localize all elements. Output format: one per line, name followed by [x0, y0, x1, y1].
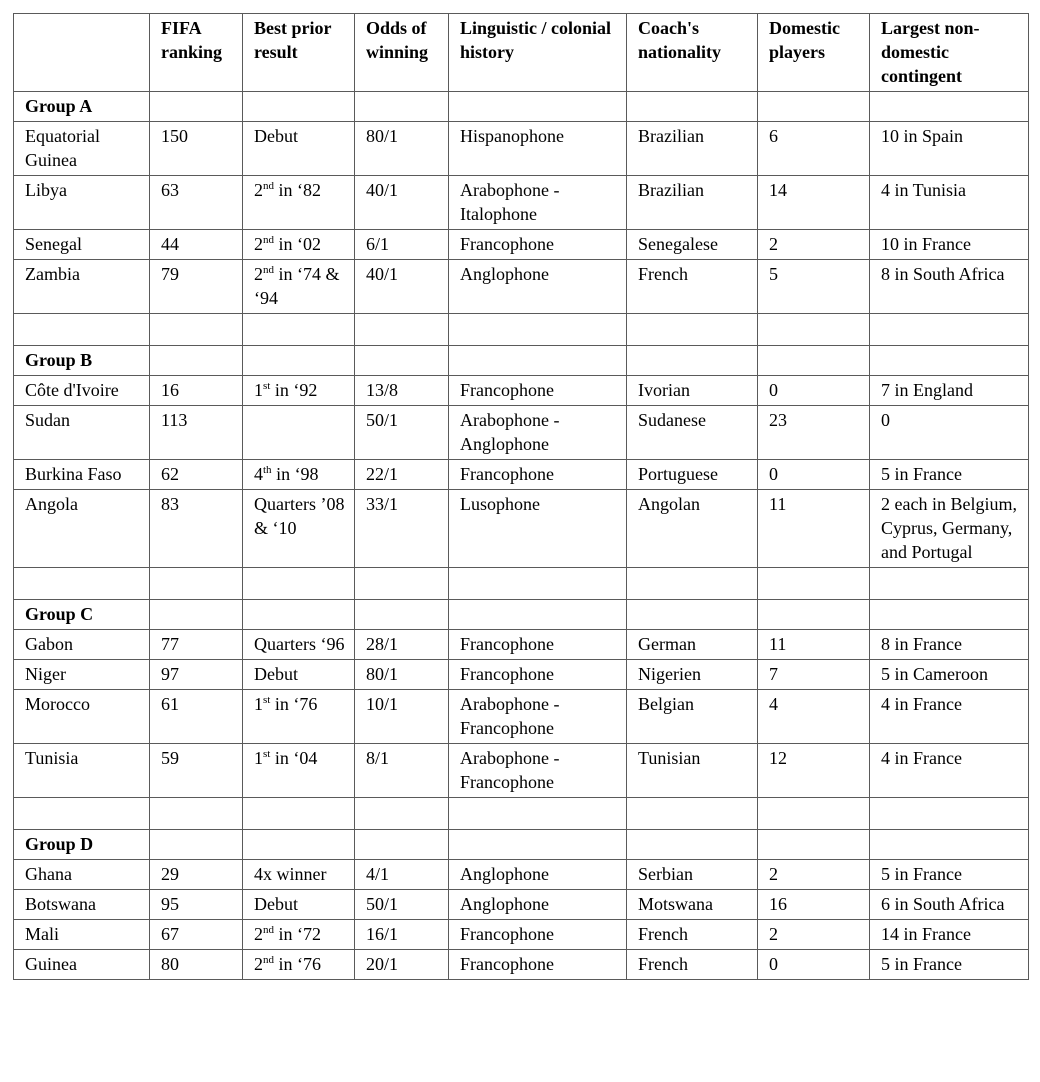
empty-cell — [150, 830, 243, 860]
domestic-players-cell: 11 — [758, 490, 870, 568]
best-prior-result-cell — [243, 860, 355, 890]
largest-contingent-cell: 10 in Spain — [870, 122, 1029, 176]
odds-cell: 10/1 — [355, 690, 449, 744]
empty-cell — [758, 600, 870, 630]
team-row — [14, 460, 1029, 490]
team-cell: Ghana — [14, 860, 150, 890]
spacer-row — [14, 798, 1029, 830]
team-row — [14, 744, 1029, 798]
odds-cell: 40/1 — [355, 260, 449, 314]
coach-nationality-cell: Tunisian — [627, 744, 758, 798]
coach-nationality-cell: Senegalese — [627, 230, 758, 260]
domestic-players-cell: 5 — [758, 260, 870, 314]
fifa-ranking-cell: 83 — [150, 490, 243, 568]
domestic-players-cell: 16 — [758, 890, 870, 920]
domestic-players-cell: 14 — [758, 176, 870, 230]
empty-cell — [627, 798, 758, 830]
best-prior-result-cell — [243, 460, 355, 490]
odds-cell: 33/1 — [355, 490, 449, 568]
best-prior-result-cell — [243, 260, 355, 314]
ordinal-suffix: nd — [263, 180, 274, 192]
empty-cell — [449, 798, 627, 830]
odds-cell: 13/8 — [355, 376, 449, 406]
empty-cell — [14, 798, 150, 830]
fifa-ranking-cell: 62 — [150, 460, 243, 490]
spacer-row — [14, 314, 1029, 346]
empty-cell — [355, 798, 449, 830]
empty-cell — [355, 314, 449, 346]
coach-nationality-cell: Belgian — [627, 690, 758, 744]
fifa-ranking-cell: 79 — [150, 260, 243, 314]
largest-contingent-cell: 0 — [870, 406, 1029, 460]
coach-nationality-header: Coach's nationality — [627, 14, 758, 92]
result-year: in ‘72 — [274, 924, 321, 944]
empty-cell — [870, 92, 1029, 122]
spacer-row — [14, 568, 1029, 600]
empty-cell — [627, 314, 758, 346]
fifa-ranking-cell: 16 — [150, 376, 243, 406]
group-header-row — [14, 92, 1029, 122]
fifa-ranking-cell: 44 — [150, 230, 243, 260]
result-text: 4 — [254, 464, 263, 484]
group-header-row — [14, 830, 1029, 860]
best-prior-result-cell — [243, 920, 355, 950]
linguistic-history-cell: Arabophone - Anglophone — [449, 406, 627, 460]
fifa-ranking-cell: 29 — [150, 860, 243, 890]
result-text: 2 — [254, 264, 263, 284]
empty-cell — [355, 568, 449, 600]
result-text: 4x winner — [254, 864, 327, 884]
linguistic-history-cell: Francophone — [449, 460, 627, 490]
best-prior-result-cell — [243, 660, 355, 690]
empty-cell — [627, 92, 758, 122]
result-text: 1 — [254, 748, 263, 768]
empty-cell — [150, 314, 243, 346]
largest-contingent-cell: 2 each in Belgium, Cyprus, Germany, and Portugal — [870, 490, 1029, 568]
odds-cell: 40/1 — [355, 176, 449, 230]
ordinal-suffix: st — [263, 694, 271, 706]
team-row — [14, 920, 1029, 950]
team-cell: Equatorial Guinea — [14, 122, 150, 176]
domestic-players-cell: 2 — [758, 860, 870, 890]
empty-cell — [758, 798, 870, 830]
result-text: Quarters ’08 & ‘10 — [254, 494, 345, 538]
best-prior-result-cell — [243, 230, 355, 260]
odds-header: Odds of winning — [355, 14, 449, 92]
linguistic-history-cell: Francophone — [449, 660, 627, 690]
fifa-ranking-cell: 113 — [150, 406, 243, 460]
largest-contingent-cell: 5 in France — [870, 860, 1029, 890]
team-row — [14, 406, 1029, 460]
odds-cell: 50/1 — [355, 890, 449, 920]
team-cell: Angola — [14, 490, 150, 568]
result-text: Debut — [254, 894, 298, 914]
odds-cell: 50/1 — [355, 406, 449, 460]
domestic-players-cell: 0 — [758, 376, 870, 406]
linguistic-history-header: Linguistic / colonial history — [449, 14, 627, 92]
domestic-players-cell: 6 — [758, 122, 870, 176]
empty-cell — [758, 314, 870, 346]
header-row — [14, 14, 1029, 92]
empty-cell — [150, 346, 243, 376]
linguistic-history-cell: Arabophone - Francophone — [449, 744, 627, 798]
team-cell: Gabon — [14, 630, 150, 660]
ordinal-suffix: nd — [263, 954, 274, 966]
empty-cell — [449, 830, 627, 860]
odds-cell: 4/1 — [355, 860, 449, 890]
best-prior-result-cell — [243, 176, 355, 230]
ordinal-suffix: st — [263, 380, 271, 392]
linguistic-history-cell: Arabophone - Francophone — [449, 690, 627, 744]
team-row — [14, 860, 1029, 890]
linguistic-history-cell: Hispanophone — [449, 122, 627, 176]
empty-cell — [355, 830, 449, 860]
result-text: Debut — [254, 664, 298, 684]
team-row — [14, 260, 1029, 314]
coach-nationality-cell: Serbian — [627, 860, 758, 890]
best-prior-result-cell — [243, 406, 355, 460]
linguistic-history-cell: Lusophone — [449, 490, 627, 568]
team-cell: Zambia — [14, 260, 150, 314]
largest-contingent-cell: 8 in France — [870, 630, 1029, 660]
odds-cell: 80/1 — [355, 660, 449, 690]
domestic-players-cell: 7 — [758, 660, 870, 690]
ordinal-suffix: nd — [263, 924, 274, 936]
team-row — [14, 690, 1029, 744]
coach-nationality-cell: French — [627, 260, 758, 314]
coach-nationality-cell: Motswana — [627, 890, 758, 920]
team-cell: Sudan — [14, 406, 150, 460]
empty-cell — [243, 314, 355, 346]
empty-cell — [870, 798, 1029, 830]
group-label: Group C — [14, 600, 150, 630]
domestic-players-cell: 11 — [758, 630, 870, 660]
team-cell: Botswana — [14, 890, 150, 920]
coach-nationality-cell: Brazilian — [627, 176, 758, 230]
odds-cell: 8/1 — [355, 744, 449, 798]
group-label: Group B — [14, 346, 150, 376]
group-header-row — [14, 346, 1029, 376]
team-cell: Guinea — [14, 950, 150, 980]
fifa-ranking-cell: 63 — [150, 176, 243, 230]
empty-cell — [870, 568, 1029, 600]
ordinal-suffix: nd — [263, 264, 274, 276]
coach-nationality-cell: Brazilian — [627, 122, 758, 176]
linguistic-history-cell: Anglophone — [449, 260, 627, 314]
coach-nationality-cell: Ivorian — [627, 376, 758, 406]
odds-cell: 28/1 — [355, 630, 449, 660]
largest-contingent-cell: 8 in South Africa — [870, 260, 1029, 314]
empty-cell — [355, 600, 449, 630]
coach-nationality-cell: French — [627, 950, 758, 980]
team-row — [14, 230, 1029, 260]
coach-nationality-cell: Portuguese — [627, 460, 758, 490]
best-prior-result-cell — [243, 630, 355, 660]
result-text: 1 — [254, 694, 263, 714]
domestic-players-cell: 0 — [758, 460, 870, 490]
empty-cell — [449, 314, 627, 346]
result-year: in ‘76 — [274, 954, 321, 974]
domestic-players-cell: 4 — [758, 690, 870, 744]
largest-contingent-header: Largest non-domestic contingent — [870, 14, 1029, 92]
empty-cell — [627, 600, 758, 630]
empty-cell — [758, 346, 870, 376]
empty-cell — [627, 346, 758, 376]
domestic-players-cell: 23 — [758, 406, 870, 460]
domestic-players-header: Domestic players — [758, 14, 870, 92]
team-cell: Libya — [14, 176, 150, 230]
group-header-row — [14, 600, 1029, 630]
result-text: 2 — [254, 234, 263, 254]
result-year: in ‘74 & ‘94 — [254, 264, 340, 308]
ordinal-suffix: st — [263, 748, 271, 760]
empty-cell — [449, 600, 627, 630]
coach-nationality-cell: German — [627, 630, 758, 660]
result-text: Debut — [254, 126, 298, 146]
empty-cell — [355, 92, 449, 122]
largest-contingent-cell: 4 in France — [870, 690, 1029, 744]
empty-cell — [243, 798, 355, 830]
linguistic-history-cell: Francophone — [449, 630, 627, 660]
result-year: in ‘92 — [270, 380, 318, 400]
empty-cell — [150, 92, 243, 122]
empty-cell — [243, 346, 355, 376]
team-cell: Tunisia — [14, 744, 150, 798]
domestic-players-cell: 2 — [758, 920, 870, 950]
largest-contingent-cell: 5 in France — [870, 460, 1029, 490]
fifa-ranking-cell: 59 — [150, 744, 243, 798]
empty-cell — [758, 568, 870, 600]
empty-cell — [627, 830, 758, 860]
result-year: in ‘98 — [271, 464, 319, 484]
largest-contingent-cell: 7 in England — [870, 376, 1029, 406]
empty-cell — [243, 92, 355, 122]
team-row — [14, 122, 1029, 176]
best-prior-result-cell — [243, 744, 355, 798]
fifa-ranking-header: FIFA ranking — [150, 14, 243, 92]
fifa-ranking-cell: 67 — [150, 920, 243, 950]
domestic-players-cell: 0 — [758, 950, 870, 980]
empty-cell — [758, 92, 870, 122]
result-text: 2 — [254, 180, 263, 200]
result-text: 2 — [254, 924, 263, 944]
coach-nationality-cell: Nigerien — [627, 660, 758, 690]
empty-cell — [243, 568, 355, 600]
best-prior-result-cell — [243, 690, 355, 744]
group-label: Group A — [14, 92, 150, 122]
empty-cell — [870, 346, 1029, 376]
best-prior-result-cell — [243, 490, 355, 568]
odds-cell: 80/1 — [355, 122, 449, 176]
team-row — [14, 660, 1029, 690]
ordinal-suffix: nd — [263, 234, 274, 246]
linguistic-history-cell: Francophone — [449, 950, 627, 980]
domestic-players-cell: 12 — [758, 744, 870, 798]
result-year: in ‘76 — [270, 694, 318, 714]
empty-cell — [449, 92, 627, 122]
linguistic-history-cell: Francophone — [449, 920, 627, 950]
linguistic-history-cell: Anglophone — [449, 860, 627, 890]
empty-cell — [150, 600, 243, 630]
empty-cell — [243, 830, 355, 860]
empty-cell — [870, 830, 1029, 860]
team-row — [14, 376, 1029, 406]
largest-contingent-cell: 6 in South Africa — [870, 890, 1029, 920]
domestic-players-cell: 2 — [758, 230, 870, 260]
team-row — [14, 490, 1029, 568]
largest-contingent-cell: 10 in France — [870, 230, 1029, 260]
odds-cell: 16/1 — [355, 920, 449, 950]
coach-nationality-cell: Angolan — [627, 490, 758, 568]
result-year: in ‘02 — [274, 234, 321, 254]
linguistic-history-cell: Francophone — [449, 376, 627, 406]
team-cell: Burkina Faso — [14, 460, 150, 490]
empty-cell — [243, 600, 355, 630]
odds-cell: 22/1 — [355, 460, 449, 490]
empty-cell — [449, 346, 627, 376]
fifa-ranking-cell: 97 — [150, 660, 243, 690]
empty-cell — [150, 798, 243, 830]
coach-nationality-cell: French — [627, 920, 758, 950]
result-year: in ‘82 — [274, 180, 321, 200]
empty-cell — [449, 568, 627, 600]
fifa-ranking-cell: 95 — [150, 890, 243, 920]
largest-contingent-cell: 5 in France — [870, 950, 1029, 980]
fifa-ranking-cell: 150 — [150, 122, 243, 176]
team-cell: Senegal — [14, 230, 150, 260]
largest-contingent-cell: 14 in France — [870, 920, 1029, 950]
team-cell: Côte d'Ivoire — [14, 376, 150, 406]
team-cell: Morocco — [14, 690, 150, 744]
result-year: in ‘04 — [270, 748, 318, 768]
best-prior-result-cell — [243, 376, 355, 406]
empty-cell — [150, 568, 243, 600]
best-prior-result-cell — [243, 890, 355, 920]
empty-cell — [14, 568, 150, 600]
largest-contingent-cell: 4 in France — [870, 744, 1029, 798]
team-row — [14, 890, 1029, 920]
result-text: 1 — [254, 380, 263, 400]
team-row — [14, 630, 1029, 660]
team-row — [14, 950, 1029, 980]
fifa-ranking-cell: 80 — [150, 950, 243, 980]
team-cell: Niger — [14, 660, 150, 690]
largest-contingent-cell: 5 in Cameroon — [870, 660, 1029, 690]
odds-cell: 6/1 — [355, 230, 449, 260]
empty-cell — [355, 346, 449, 376]
empty-cell — [14, 314, 150, 346]
odds-cell: 20/1 — [355, 950, 449, 980]
fifa-ranking-cell: 77 — [150, 630, 243, 660]
linguistic-history-cell: Anglophone — [449, 890, 627, 920]
result-text: 2 — [254, 954, 263, 974]
coach-nationality-cell: Sudanese — [627, 406, 758, 460]
result-text: Quarters ‘96 — [254, 634, 345, 654]
linguistic-history-cell: Francophone — [449, 230, 627, 260]
best-prior-result-cell — [243, 950, 355, 980]
empty-cell — [758, 830, 870, 860]
empty-cell — [870, 314, 1029, 346]
largest-contingent-cell: 4 in Tunisia — [870, 176, 1029, 230]
group-label: Group D — [14, 830, 150, 860]
linguistic-history-cell: Arabophone - Italophone — [449, 176, 627, 230]
fifa-ranking-cell: 61 — [150, 690, 243, 744]
best-prior-result-cell — [243, 122, 355, 176]
team-row — [14, 176, 1029, 230]
corner-header — [14, 14, 150, 92]
team-cell: Mali — [14, 920, 150, 950]
best-prior-result-header: Best prior result — [243, 14, 355, 92]
empty-cell — [627, 568, 758, 600]
afcon-groups-table — [13, 13, 1029, 980]
ordinal-suffix: th — [263, 464, 272, 476]
empty-cell — [870, 600, 1029, 630]
